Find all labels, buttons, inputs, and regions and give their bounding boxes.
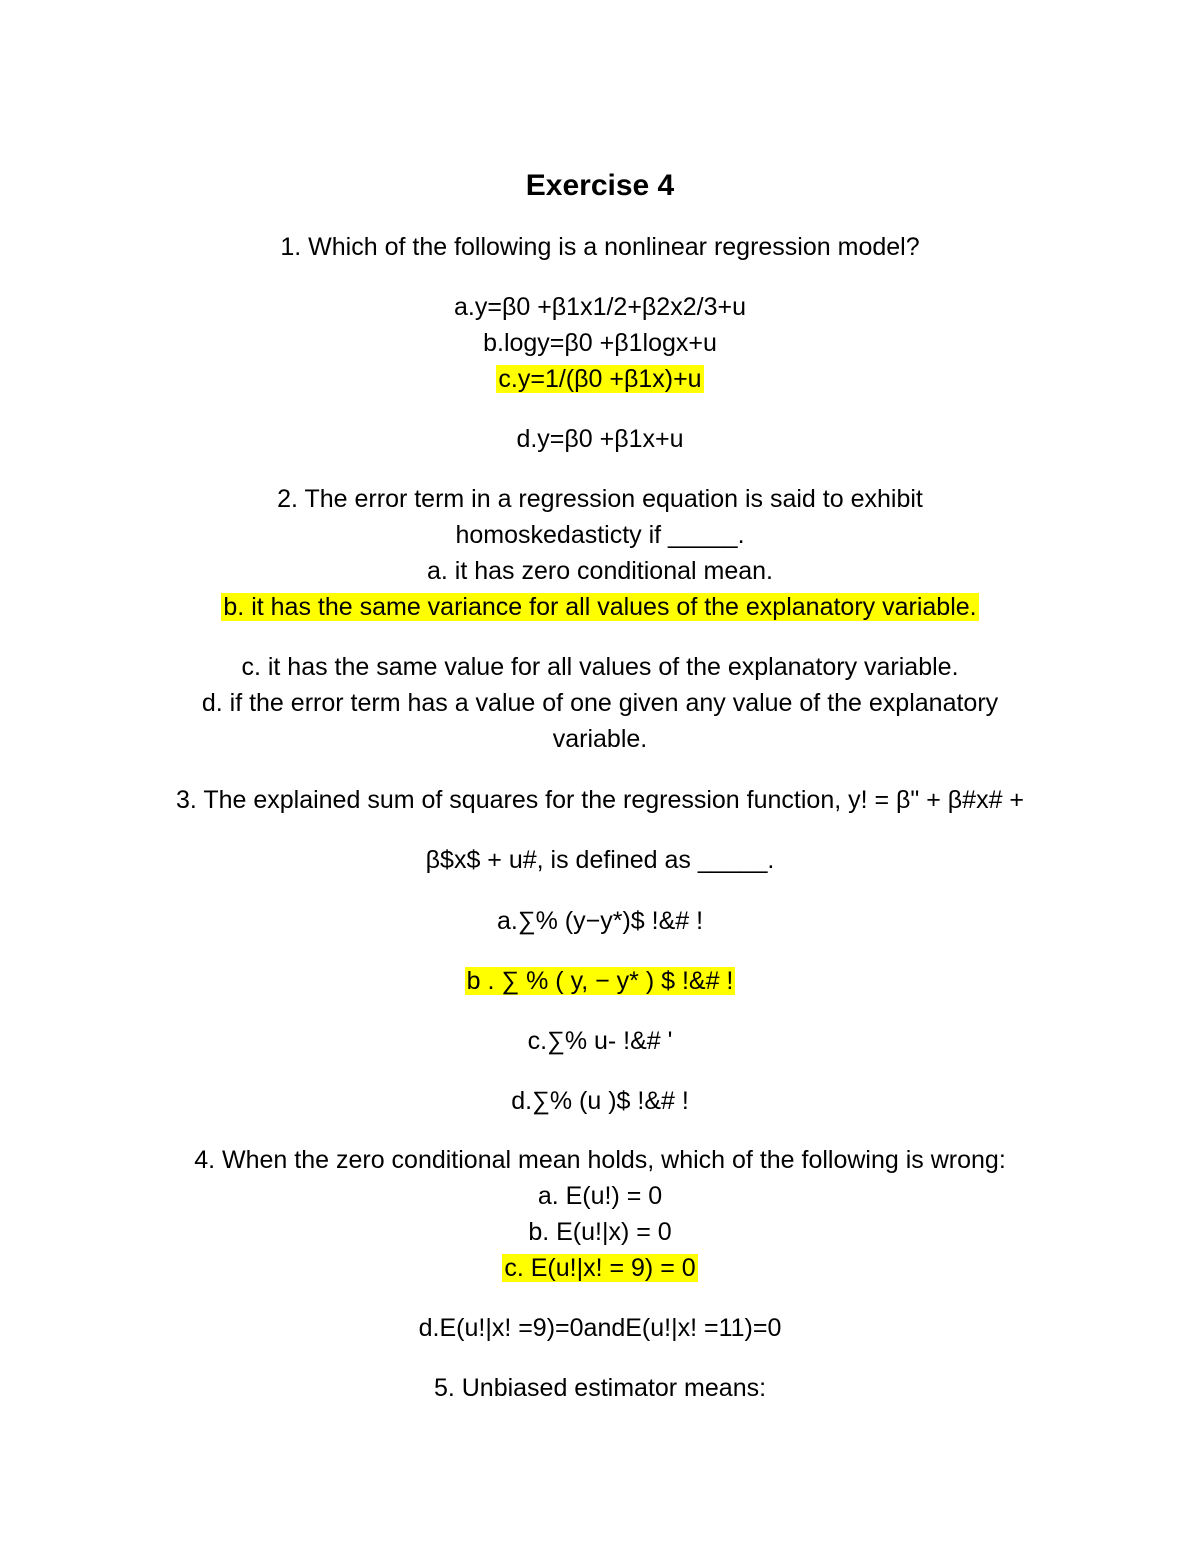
q4-option-c-highlighted: c. E(u!|x! = 9) = 0 (504, 1254, 696, 1282)
q3-option-c: c.∑% u- !&# ' (527, 1027, 673, 1055)
q4-option-b: b. E(u!|x) = 0 (528, 1218, 672, 1246)
q5-question: 5. Unbiased estimator means: (433, 1374, 767, 1402)
q3-option-d: d.∑% (u )$ !&# ! (511, 1087, 689, 1115)
q3-option-a: a.∑% (y−y*)$ !&# ! (496, 907, 704, 935)
page-title: Exercise 4 (525, 169, 675, 202)
q1-option-a: a.y=β0 +β1x1/2+β2x2/3+u (454, 293, 746, 321)
q1-question: 1. Which of the following is a nonlinear regression model? (280, 233, 920, 261)
q1-option-c-highlighted: c.y=1/(β0 +β1x)+u (498, 365, 702, 393)
q2-option-d-line1: d. if the error term has a value of one given any value of the explanatory (201, 689, 999, 717)
q4-option-d: d.E(u!|x! =9)=0andE(u!|x! =11)=0 (418, 1314, 782, 1342)
q2-option-b-highlighted: b. it has the same variance for all values of the explanatory variable. (223, 593, 977, 621)
q2-question-line1: 2. The error term in a regression equation is said to exhibit (277, 485, 923, 513)
q3-question-line2: β$x$ + u#, is defined as _____. (425, 846, 775, 874)
q2-option-c: c. it has the same value for all values of the explanatory variable. (241, 653, 959, 681)
q1-option-c-row (0, 362, 1200, 396)
q4-option-a: a. E(u!) = 0 (537, 1182, 663, 1210)
q2-option-a: a. it has zero conditional mean. (426, 557, 774, 585)
q4-option-c-row (0, 1251, 1200, 1285)
q1-option-d: d.y=β0 +β1x+u (516, 425, 684, 453)
q2-option-b-row (0, 590, 1200, 624)
q3-option-b-highlighted: b . ∑ % ( y, − y* ) $ !&# ! (466, 967, 734, 995)
q4-question: 4. When the zero conditional mean holds, which of the following is wrong: (194, 1146, 1006, 1174)
q3-question-line1: 3. The explained sum of squares for the regression function, y! = β" + β#x# + (175, 786, 1025, 814)
q2-option-d-line2: variable. (552, 725, 648, 753)
q3-option-b-row (0, 964, 1200, 998)
q2-question-line2: homoskedasticty if _____. (455, 521, 745, 549)
q1-option-b: b.logy=β0 +β1logx+u (483, 329, 717, 357)
